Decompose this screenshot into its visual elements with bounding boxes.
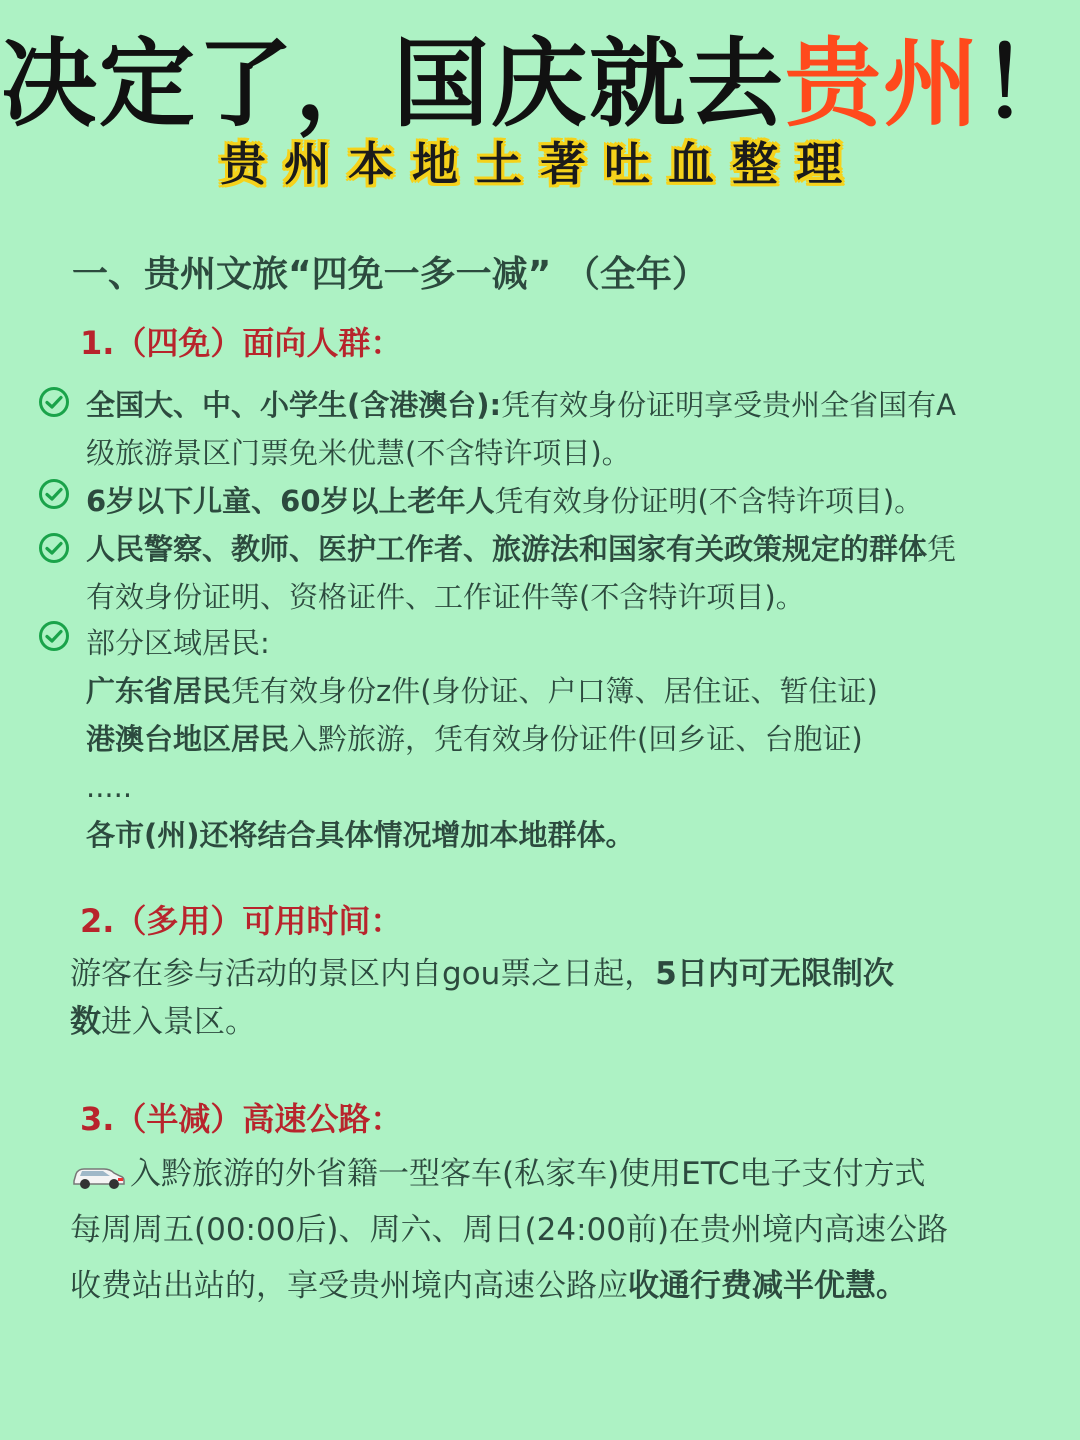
page-subtitle: 贵州本地土著吐血整理 (220, 137, 860, 191)
half-line-1-text: 入黔旅游的外省籍一型客车(私家车)使用ETC电子支付方式 (130, 1156, 926, 1192)
multi-line-2-bold: 数 (70, 1004, 101, 1040)
multi-line-1-text: 游客在参与活动的景区内自gou票之日起， (70, 956, 656, 992)
multi-line-2 (70, 998, 256, 1046)
multi-line-1 (70, 950, 894, 998)
check-circle-icon (38, 478, 70, 510)
half-line-3 (70, 1262, 907, 1310)
free-item-2-bold: 6岁以下儿童、60岁以上老年人 (86, 484, 495, 518)
half-line-3-text: 收费站出站的，享受贵州境内高速公路应 (70, 1268, 628, 1304)
multi-line-2-text: 进入景区。 (101, 1004, 256, 1040)
free-item-2 (86, 478, 923, 524)
car-icon (70, 1161, 126, 1191)
free-item-1 (86, 382, 956, 428)
free-item-1-cont: 级旅游景区门票免米优慧(不含特许项目)。 (86, 436, 631, 470)
multi-heading: 2.（多用）可用时间： (80, 902, 403, 940)
section-heading: 一、贵州文旅“四免一多一减” （全年） (72, 254, 708, 295)
free-item-3 (86, 526, 956, 572)
check-circle-icon (38, 386, 70, 418)
free-item-4-guangdong (86, 668, 878, 714)
check-circle-icon (38, 620, 70, 652)
hkmotw-text: 入黔旅游，凭有效身份证件(回乡证、台胞证) (289, 722, 863, 756)
free-item-4-hkmotw (86, 716, 863, 762)
free-item-3-cont: 有效身份证明、资格证件、工作证件等(不含特许项目)。 (86, 580, 805, 614)
free-item-1-text: 凭有效身份证明享受贵州全省国有A (501, 388, 956, 422)
check-circle-icon (38, 532, 70, 564)
free-item-4-dots: ..... (86, 770, 133, 804)
half-line-2: 每周周五(00:00后)、周六、周日(24:00前)在贵州境内高速公路 (70, 1212, 949, 1248)
page-title (0, 8, 1080, 145)
free-item-3-text: 凭 (927, 532, 957, 566)
free-item-3-bold: 人民警察、教师、医护工作者、旅游法和国家有关政策规定的群体 (86, 532, 928, 566)
hkmotw-label: 港澳台地区居民 (86, 722, 290, 756)
free-item-2-text: 凭有效身份证明(不含特许项目)。 (494, 484, 924, 518)
free-item-4: 部分区域居民: (86, 626, 270, 660)
half-heading: 3.（半减）高速公路： (80, 1100, 403, 1138)
free-item-4-note: 各市(州)还将结合具体情况增加本地群体。 (86, 818, 635, 852)
multi-line-1-bold: 5日内可无限制次 (655, 956, 894, 992)
half-line-3-bold: 收通行费减半优慧。 (628, 1268, 907, 1304)
title-highlight: 贵州 (785, 28, 981, 140)
half-line-1 (70, 1150, 926, 1198)
title-suffix: ！ (981, 28, 1079, 140)
free-item-1-bold: 全国大、中、小学生(含港澳台): (86, 388, 502, 422)
guangdong-text: 凭有效身份z件(身份证、户口簿、居住证、暂住证) (231, 674, 878, 708)
guangdong-label: 广东省居民 (86, 674, 232, 708)
title-prefix: 决定了，国庆就去 (1, 28, 785, 140)
free-heading: 1.（四免）面向人群： (80, 324, 403, 362)
